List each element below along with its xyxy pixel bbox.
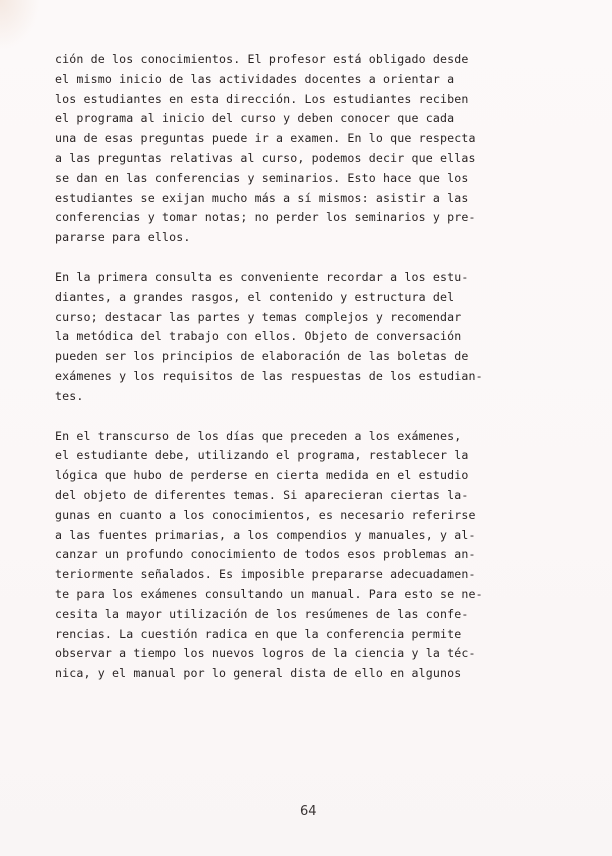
text-line: conferencias y tomar notas; no perder los seminarios y pre- [55, 210, 476, 225]
text-line: a las fuentes primarias, a los compendios y manuales, y al- [55, 527, 476, 542]
paragraph-3 [55, 427, 595, 684]
text-line: diantes, a grandes rasgos, el contenido y estructura del [55, 289, 455, 304]
text-line: rencias. La cuestión radica en que la conferencia permite [55, 626, 462, 641]
text-line: pueden ser los principios de elaboración de las boletas de [55, 349, 469, 364]
text-line: ción de los conocimientos. El profesor está obligado desde [55, 52, 469, 66]
text-line: tes. [55, 388, 84, 403]
text-line: cesita la mayor utilización de los resúmenes de las confe- [55, 606, 469, 621]
text-line: el estudiante debe, utilizando el programa, restablecer la [55, 448, 469, 463]
body-text [55, 50, 595, 684]
text-line: el programa al inicio del curso y deben conocer que cada [55, 111, 455, 126]
page-number: 64 [300, 804, 317, 819]
text-line: curso; destacar las partes y temas complejos y recomendar [55, 309, 462, 324]
text-line: teriormente señalados. Es imposible prepararse adecuadamen- [55, 567, 476, 582]
text-line: gunas en cuanto a los conocimientos, es necesario referirse [55, 507, 476, 522]
text-line: una de esas preguntas puede ir a examen. En lo que respecta [55, 131, 476, 146]
text-line: lógica que hubo de perderse en cierta medida en el estudio [55, 468, 469, 483]
text-line: la metódica del trabajo con ellos. Objeto de conversación [55, 329, 462, 344]
text-line: a las preguntas relativas al curso, podemos decir que ellas [55, 150, 476, 165]
text-line: observar a tiempo los nuevos logros de la ciencia y la téc- [55, 646, 476, 661]
text-line: En el transcurso de los días que preceden a los exámenes, [55, 428, 462, 443]
text-line: nica, y el manual por lo general dista de ello en algunos [55, 666, 462, 681]
paragraph-2 [55, 268, 595, 407]
text-line: pararse para ellos. [55, 230, 191, 245]
text-line: del objeto de diferentes temas. Si aparecieran ciertas la- [55, 487, 469, 502]
text-line: exámenes y los requisitos de las respuestas de los estudian- [55, 368, 483, 383]
text-line: se dan en las conferencias y seminarios. Esto hace que los [55, 170, 469, 185]
text-line: estudiantes se exijan mucho más a sí mismos: asistir a las [55, 190, 469, 205]
text-line: te para los exámenes consultando un manual. Para esto se ne- [55, 586, 483, 601]
text-line: los estudiantes en esta dirección. Los estudiantes reciben [55, 91, 469, 106]
paragraph-1 [55, 50, 595, 248]
text-line: el mismo inicio de las actividades docentes a orientar a [55, 71, 455, 86]
page-stain [0, 0, 40, 50]
text-line: canzar un profundo conocimiento de todos esos problemas an- [55, 547, 476, 562]
text-line: En la primera consulta es conveniente recordar a los estu- [55, 269, 469, 284]
